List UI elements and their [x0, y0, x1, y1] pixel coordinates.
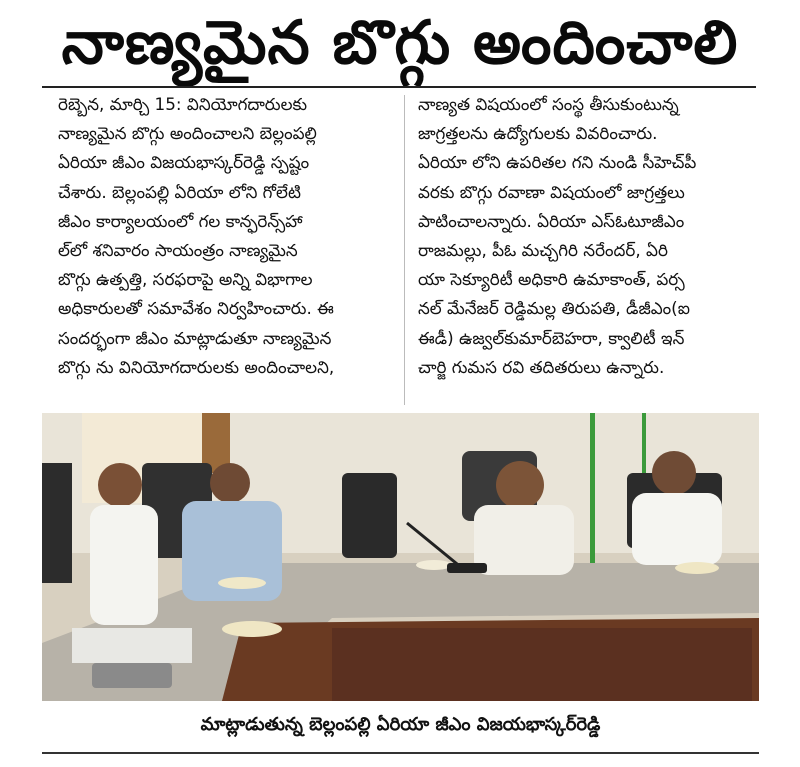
article-line: ఏరియా జీఎం విజయభాస్కర్‌రెడ్డి స్పష్టం	[58, 152, 310, 173]
article-line: బొగ్గు ను వినియోగదారులకు అందించాలని,	[58, 356, 335, 377]
article-line: యా సెక్యూరిటీ అధికారి ఉమాకాంత్, పర్స	[418, 269, 685, 290]
photo-caption: మాట్లాడుతున్న బెల్లంపల్లి ఏరియా జీఎం విజయభాస్కర్‌రెడ్డి	[200, 714, 601, 735]
article-line: పాటించాలన్నారు. ఏరియా ఎస్‌ఓటూజీఎం	[418, 210, 685, 231]
headline-rule	[42, 86, 756, 88]
article-line: ల్‌లో శనివారం సాయంత్రం నాణ్యమైన	[58, 240, 298, 261]
article-line: జీఎం కార్యాలయంలో గల కాన్ఫరెన్స్‌హా	[58, 210, 303, 231]
article-column-right	[418, 90, 768, 382]
column-divider	[404, 95, 405, 405]
article-line: నల్ మేనేజర్ రెడ్డిమల్ల తిరుపతి, డీజీఎం(ఐ	[418, 298, 690, 319]
article-line: అధికారులతో సమావేశం నిర్వహించారు. ఈ	[58, 298, 334, 319]
article-line: చార్జి గుమస రవి తదితరులు ఉన్నారు.	[418, 356, 665, 377]
article-line: ఏరియా లోని ఉపరితల గని నుండి సీహెచ్‌పీ	[418, 152, 697, 173]
article-line: సందర్భంగా జీఎం మాట్లాడుతూ నాణ్యమైన	[58, 327, 332, 348]
article-line: నాణ్యమైన బొగ్గు అందించాలని బెల్లంపల్లి	[58, 123, 317, 144]
caption-rule	[42, 752, 759, 754]
meeting-photo	[42, 413, 759, 701]
article-line: జాగ్రత్తలను ఉద్యోగులకు వివరించారు.	[418, 123, 658, 144]
article-line: ఈడీ) ఉజ్వల్‌కుమార్‌బెహరా, క్వాలిటీ ఇన్	[418, 327, 685, 348]
article-line: రెబ్బెన, మార్చి 15: వినియోగదారులకు	[58, 94, 308, 114]
article-line: చేశారు. బెల్లంపల్లి ఏరియా లోని గోలేటి	[58, 181, 301, 202]
article-line: రాజమల్లు, పీఓ మచ్చగిరి నరేందర్, ఏరి	[418, 240, 668, 261]
article-column-left	[58, 90, 408, 382]
headline: నాణ్యమైన బొగ్గు అందించాలి	[61, 8, 739, 78]
article-line: వరకు బొగ్గు రవాణా విషయంలో జాగ్రత్తలు	[418, 181, 685, 202]
article-line: నాణ్యత విషయంలో సంస్థ తీసుకుంటున్న	[418, 94, 679, 114]
article-line: బొగ్గు ఉత్పత్తి, సరఫరాపై అన్ని విభాగాల	[58, 269, 313, 290]
